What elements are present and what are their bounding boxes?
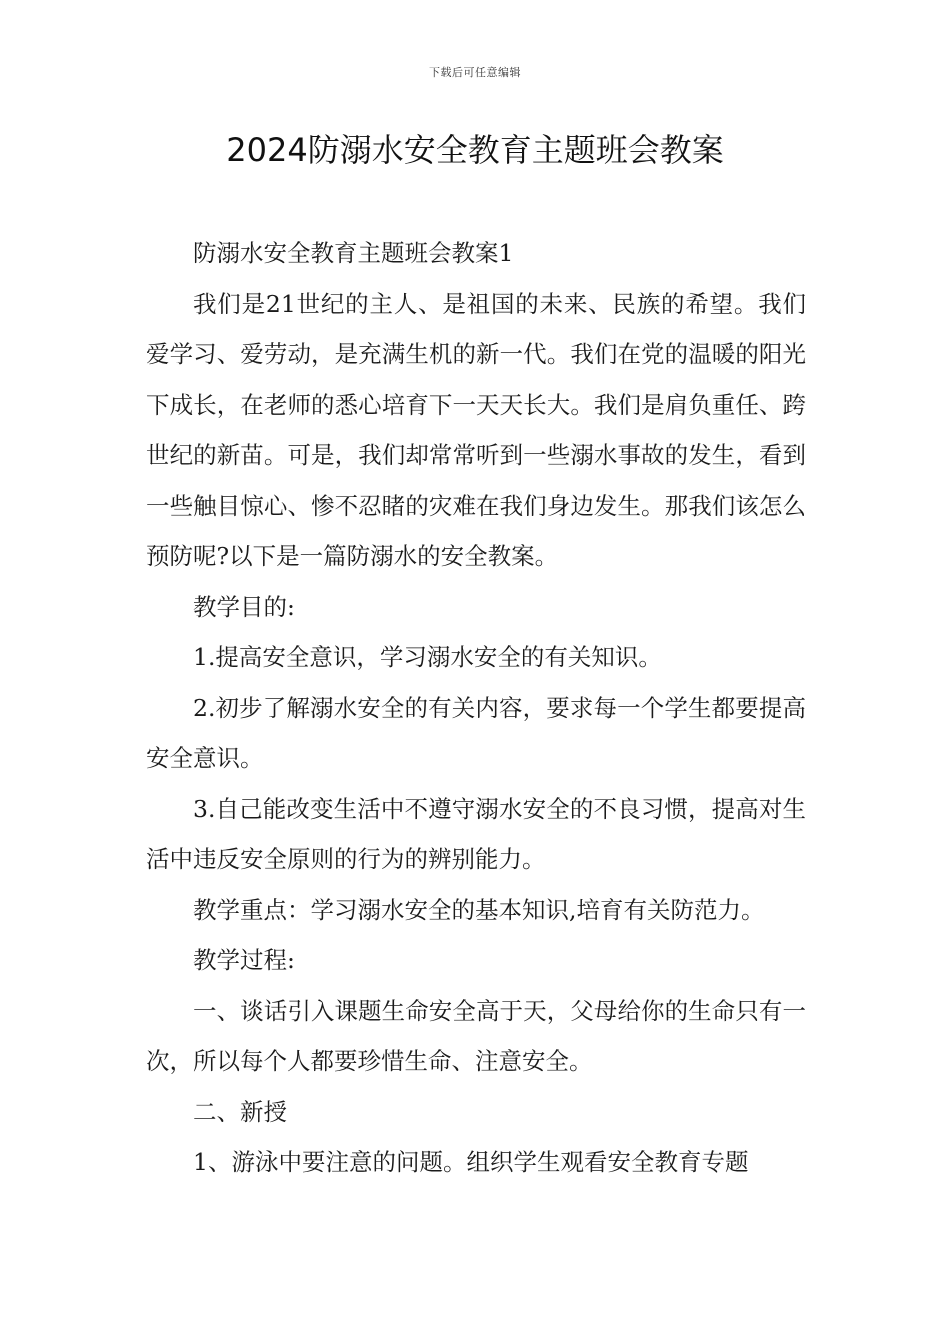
- paragraph-subtitle: 防溺水安全教育主题班会教案1: [193, 239, 514, 267]
- paragraph-objective-2: 2.初步了解溺水安全的有关内容，要求每一个学生都要提高安全意识。: [146, 693, 806, 772]
- paragraph-step-1: 一、谈话引入课题生命安全高于天，父母给你的生命只有一次，所以每个人都要珍惜生命、注意安全。: [146, 996, 806, 1075]
- paragraph-objective-3: 3.自己能改变生活中不遵守溺水安全的不良习惯，提高对生活中违反安全原则的行为的辨别能力。: [146, 794, 806, 873]
- paragraph-step-2-heading: 二、新授: [193, 1097, 287, 1126]
- paragraph-intro: 我们是21世纪的主人、是祖国的未来、民族的希望。我们爱学习、爱劳动，是充满生机的新一代。我们在党的温暖的阳光下成长，在老师的悉心培育下一天天长大。我们是肩负重任、跨世纪的新苗。可是，我们却常常听到一些溺水事故的发生，看到一些触目惊心、惨不忍睹的灾难在我们身边发生。那我们该怎么预防呢?以下是一篇防溺水的安全教案。: [146, 289, 806, 570]
- document-title: 2024防溺水安全教育主题班会教案: [226, 131, 724, 169]
- paragraph-objectives-heading: 教学目的:: [193, 592, 295, 621]
- paragraph-process-heading: 教学过程:: [193, 946, 295, 974]
- paragraph-key-points: 教学重点：学习溺水安全的基本知识,培育有关防范力。: [193, 895, 765, 924]
- header-note: 下载后可任意编辑: [429, 66, 521, 79]
- document-body: [146, 228, 806, 1188]
- paragraph-objective-1: 1.提高安全意识，学习溺水安全的有关知识。: [193, 643, 662, 671]
- paragraph-step-2-1: 1、游泳中要注意的问题。组织学生观看安全教育专题: [193, 1148, 749, 1176]
